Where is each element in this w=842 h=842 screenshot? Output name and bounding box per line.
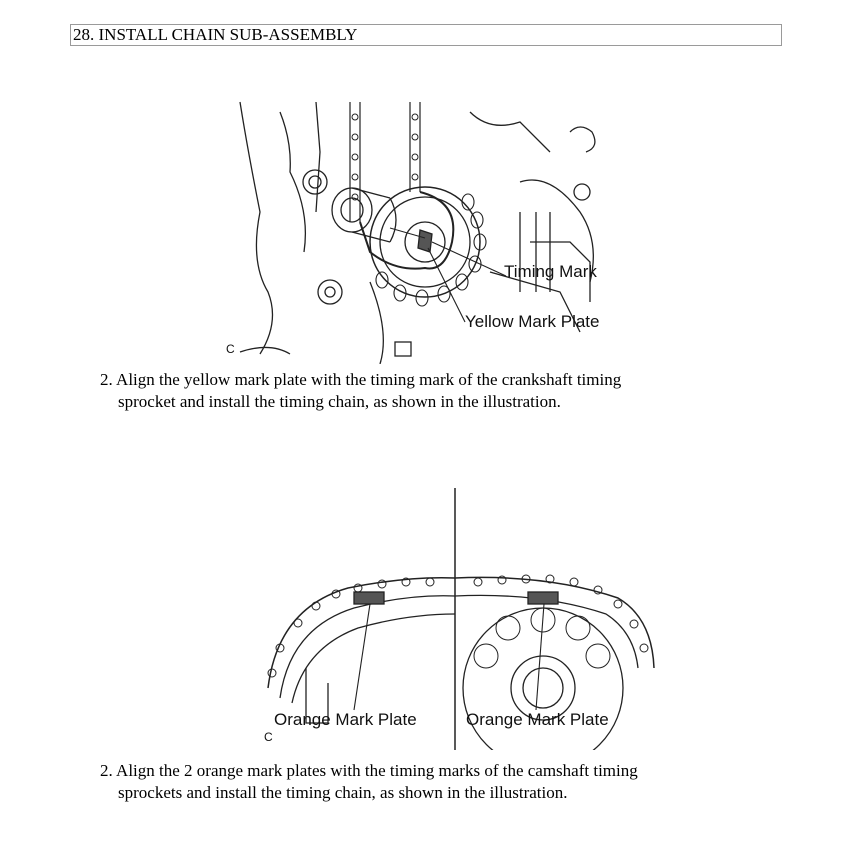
left-orange-mark-plate-label: Orange Mark Plate <box>274 710 417 729</box>
step-1-line-2: sprocket and install the timing chain, as shown in the illustration. <box>118 392 561 411</box>
step-2-line-1: 2. Align the 2 orange mark plates with the timing marks of the camshaft timing <box>100 761 638 780</box>
step-2-instruction <box>100 760 740 804</box>
step-1-line-1: 2. Align the yellow mark plate with the timing mark of the crankshaft timing <box>100 370 622 389</box>
crankshaft-illustration <box>220 92 640 364</box>
timing-mark-label: Timing Mark <box>504 262 597 281</box>
section-title: 28. INSTALL CHAIN SUB-ASSEMBLY <box>73 25 358 44</box>
figure-code: C <box>226 342 235 356</box>
camshaft-illustration <box>258 488 658 750</box>
right-orange-mark-plate-label: Orange Mark Plate <box>466 710 609 729</box>
section-header <box>70 24 782 46</box>
step-1-instruction <box>100 369 740 413</box>
step-2-line-2: sprockets and install the timing chain, as shown in the illustration. <box>118 783 568 802</box>
figure-code: C <box>264 730 273 744</box>
yellow-mark-plate-label: Yellow Mark Plate <box>465 312 600 331</box>
